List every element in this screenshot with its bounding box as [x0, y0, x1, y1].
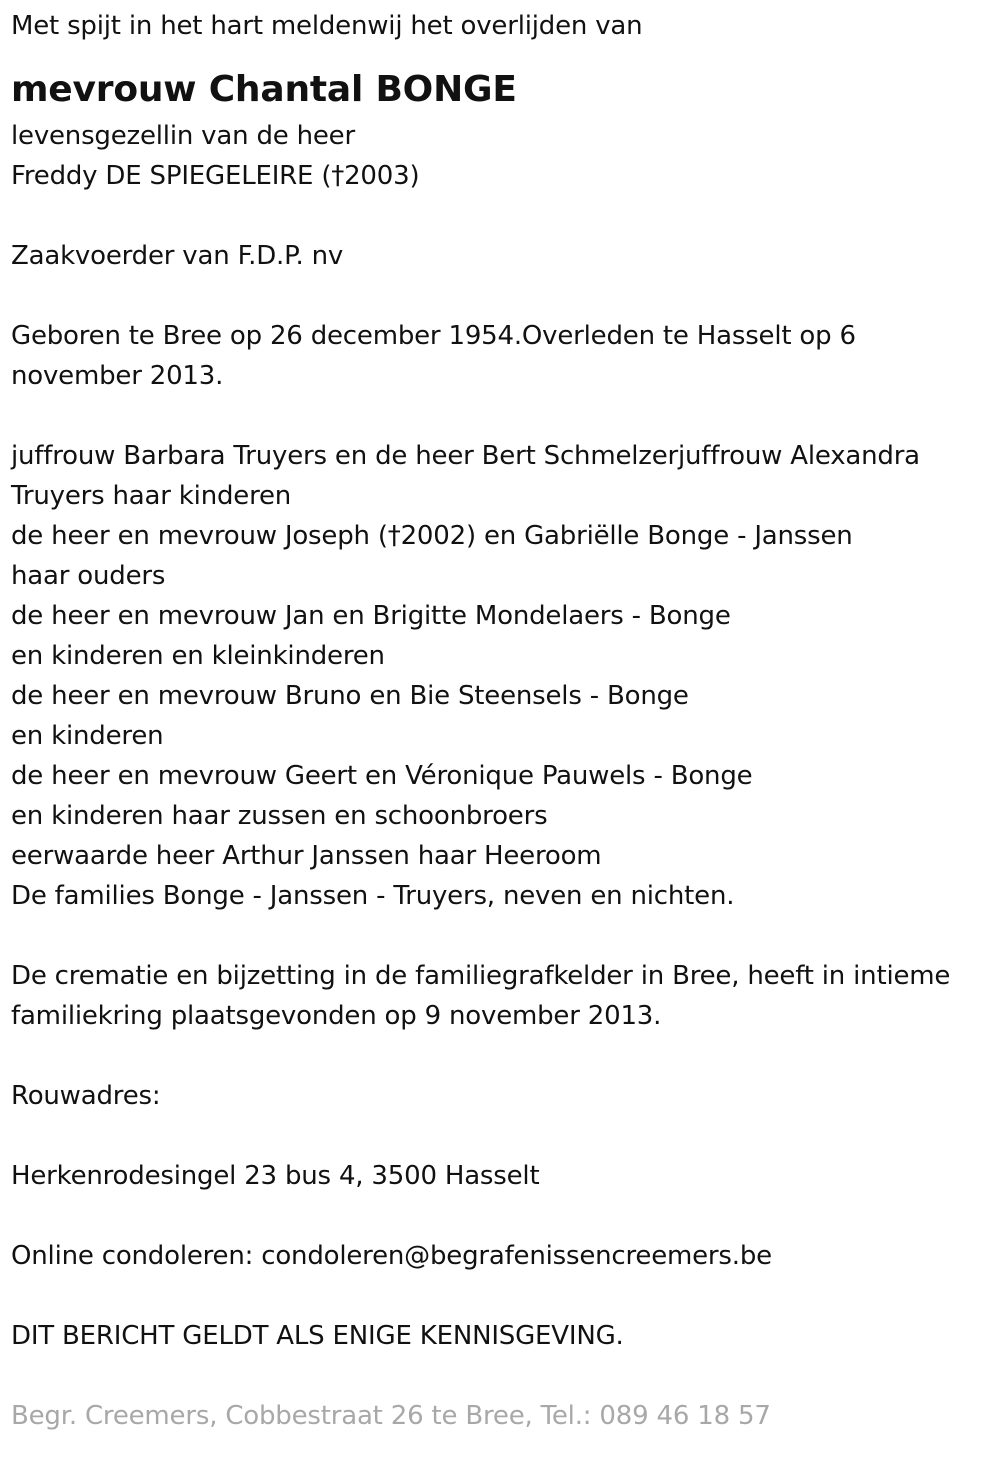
spacer [11, 196, 996, 236]
intro-text: Met spijt in het hart meldenwij het overlijden van [11, 11, 643, 41]
family-line: de heer en mevrouw Bruno en Bie Steensels - Bonge [11, 681, 689, 711]
partner-line-2: Freddy DE SPIEGELEIRE (†2003) [11, 161, 420, 191]
family-line: De families Bonge - Janssen - Truyers, neven en nichten. [11, 881, 735, 911]
spacer [11, 1116, 996, 1156]
spacer [11, 1036, 996, 1076]
family-line: de heer en mevrouw Geert en Véronique Pauwels - Bonge [11, 761, 753, 791]
spacer [11, 916, 996, 956]
spacer [11, 396, 996, 436]
family-line: eerwaarde heer Arthur Janssen haar Heeroom [11, 841, 602, 871]
family-line: haar ouders [11, 561, 166, 591]
birth-death-line-2: november 2013. [11, 361, 224, 391]
family-line: Truyers haar kinderen [11, 481, 292, 511]
cremation-line-2: familiekring plaatsgevonden op 9 november 2013. [11, 1001, 662, 1031]
notice-text: DIT BERICHT GELDT ALS ENIGE KENNISGEVING. [11, 1321, 624, 1351]
family-line: en kinderen haar zussen en schoonbroers [11, 801, 548, 831]
spacer [11, 1276, 996, 1316]
spacer [11, 1356, 996, 1396]
address-text: Herkenrodesingel 23 bus 4, 3500 Hasselt [11, 1161, 540, 1191]
family-line: de heer en mevrouw Jan en Brigitte Mondelaers - Bonge [11, 601, 731, 631]
family-line: en kinderen en kleinkinderen [11, 641, 385, 671]
deceased-name: mevrouw Chantal BONGE [11, 69, 517, 110]
birth-death-line-1: Geboren te Bree op 26 december 1954.Overleden te Hasselt op 6 [11, 321, 856, 351]
funeral-home-footer: Begr. Creemers, Cobbestraat 26 te Bree, Tel.: 089 46 18 57 [11, 1401, 771, 1431]
spacer [11, 276, 996, 316]
family-line: juffrouw Barbara Truyers en de heer Bert Schmelzerjuffrouw Alexandra [11, 441, 920, 471]
obituary-notice [11, 6, 996, 1436]
spacer [11, 1196, 996, 1236]
family-line: en kinderen [11, 721, 164, 751]
occupation-text: Zaakvoerder van F.D.P. nv [11, 241, 344, 271]
cremation-line-1: De crematie en bijzetting in de familiegrafkelder in Bree, heeft in intieme [11, 961, 951, 991]
condolences-text: Online condoleren: condoleren@begrafenissencreemers.be [11, 1241, 772, 1271]
partner-line-1: levensgezellin van de heer [11, 121, 355, 151]
address-label: Rouwadres: [11, 1081, 161, 1111]
family-list [11, 436, 996, 916]
family-line: de heer en mevrouw Joseph (†2002) en Gabriëlle Bonge - Janssen [11, 521, 853, 551]
